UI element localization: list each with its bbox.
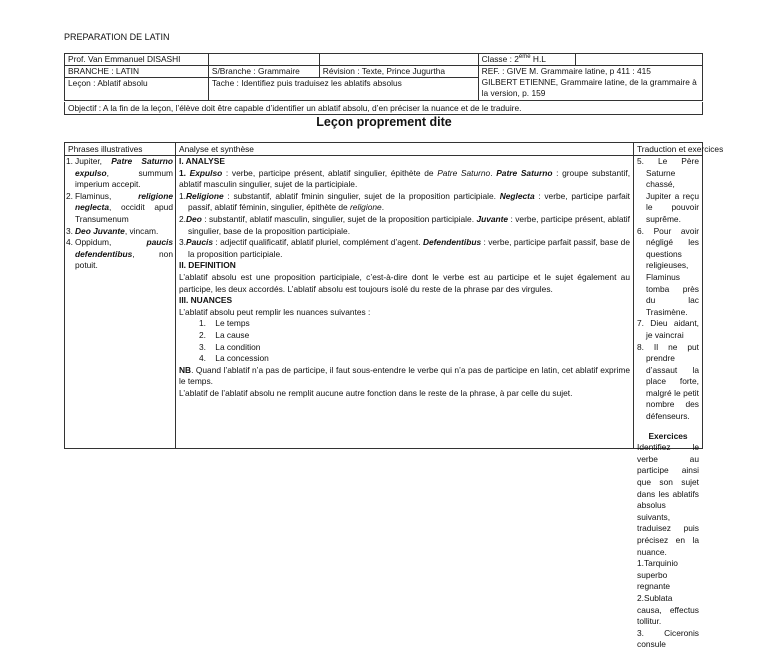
objective-row: Objectif : A la fin de la leçon, l’élève doit être capable d’identifier un ablatif absolu, d’en préciser la nuance et de le traduire. <box>64 102 703 115</box>
lesson-table <box>64 142 724 650</box>
exercise-item: 3. Ciceronis consule <box>637 627 699 650</box>
analyse-header: Analyse et synthèse <box>176 143 633 156</box>
traduction-column <box>634 143 724 650</box>
branch-cell: BRANCHE : LATIN <box>65 66 209 78</box>
definition-text: L’ablatif absolu est une proposition participiale, c’est-à-dire dont le verbe est au participe et le sujet également au participe, les deux accordés. L’ablatif absolu est toujours isolé du reste de la phrase par des virgules. <box>179 271 630 294</box>
section-title-nuances: III. NUANCES <box>179 295 233 306</box>
nuance-item: 4. La concession <box>199 353 269 364</box>
nuance-item: 2. La cause <box>199 329 250 340</box>
phrases-column <box>65 143 176 448</box>
nuance-item: 3. La condition <box>199 341 261 352</box>
nb-note: NB. Quand l’ablatif n’a pas de participe, il faut sous-entendre le verbe qui n’a pas de participe en latin, cet ablatif exprime le temps. <box>179 364 630 387</box>
exercise-item: 2.Sublata causa, effectus tollitur. <box>637 592 699 627</box>
lesson-cell: Leçon : Ablatif absolu <box>65 78 209 101</box>
exercises-intro: Identifiez le verbe au participe ainsi que son sujet dans les ablatifs absolus suivants, traduisez puis précisez en la nuance. <box>637 442 699 557</box>
empty-cell <box>319 54 478 66</box>
translation-item: 8. Il ne put prendre d’assaut la place forte, malgré le petit nombre des défenseurs. <box>637 341 699 422</box>
revision-cell: Révision : Texte, Prince Jugurtha <box>319 66 478 78</box>
class-cell: Classe : 2ème H.L <box>478 54 575 66</box>
translation-item: 7. Dieu aidant, je vaincrai <box>637 318 699 340</box>
translation-item: 6. Pour avoir négligé les questions religieuses, Flaminus tomba près du lac Trasimène. <box>637 225 699 317</box>
lesson-heading: Leçon proprement dite <box>316 115 452 129</box>
translation-item: 5. Le Père Saturne chassé, Jupiter a reçu le pouvoir suprême. <box>637 156 699 224</box>
teacher-cell: Prof. Van Emmanuel DISASHI <box>65 54 209 66</box>
phrase-item: 3. Deo Juvante, vincam. <box>66 225 159 236</box>
empty-cell <box>575 54 702 66</box>
header-info-table <box>64 53 703 101</box>
exercises-title: Exercices <box>648 430 688 441</box>
phrases-header: Phrases illustratives <box>65 143 175 156</box>
analysis-item: 3.Paucis : adjectif qualificatif, ablatif pluriel, complément d’agent. Defendentibus : verbe, participe parfait passif, base de la proposition participiale. <box>179 237 630 259</box>
section-title-analyse: I. ANALYSE <box>179 156 225 166</box>
section-title-definition: II. DEFINITION <box>179 260 236 271</box>
nuances-list <box>179 318 630 364</box>
nuance-item: 1. Le temps <box>199 318 250 329</box>
analysis-item: 2.Deo : substantif, ablatif masculin, singulier, sujet de la proposition participiale. Juvante : verbe, participe présent, ablatif singulier, base de la proposition participiale. <box>179 213 630 236</box>
analyse-column <box>176 143 634 448</box>
nuances-intro: L’ablatif absolu peut remplir les nuances suivantes : <box>179 306 371 317</box>
reference-cell: REF. : GIVE M. Grammaire latine, p 411 : 415 GILBERT ETIENNE, Grammaire latine, de la grammaire à la version, p. 159 <box>478 66 702 101</box>
final-note: L’ablatif de l’ablatif absolu ne remplit aucune autre fonction dans le reste de la phrase, à par celle du sujet. <box>179 387 573 398</box>
task-cell: Tache : Identifiez puis traduisez les ablatifs absolus <box>208 78 478 101</box>
phrase-item: 2. Flaminus, religione neglecta, occidit apud Transumenum <box>66 190 173 224</box>
traduction-header: Traduction et exercices <box>634 143 702 156</box>
sub-branch-cell: S/Branche : Grammaire <box>208 66 319 78</box>
exercise-item: 1.Tarquinio superbo regnante <box>637 558 678 592</box>
analysis-item: 1. Expulso : verbe, participe présent, ablatif singulier, épithète de Patre Saturno. Patre Saturno : groupe substantif, ablatif masculin singulier, sujet de la participiale. <box>179 167 631 190</box>
analysis-item: 1.Religione : substantif, ablatif fminin singulier, sujet de la proposition participiale. Neglecta : verbe, participe parfait passif, ablatif féminin, singulier, épithète de religione. <box>179 190 631 213</box>
phrase-item: 4. Oppidum, paucis defendentibus, non potuit. <box>66 237 173 271</box>
empty-cell <box>208 54 319 66</box>
document-title: PREPARATION DE LATIN <box>64 32 170 42</box>
phrase-item: 1. Jupiter, Patre Saturno expulso, summum imperium accepit. <box>66 156 173 190</box>
